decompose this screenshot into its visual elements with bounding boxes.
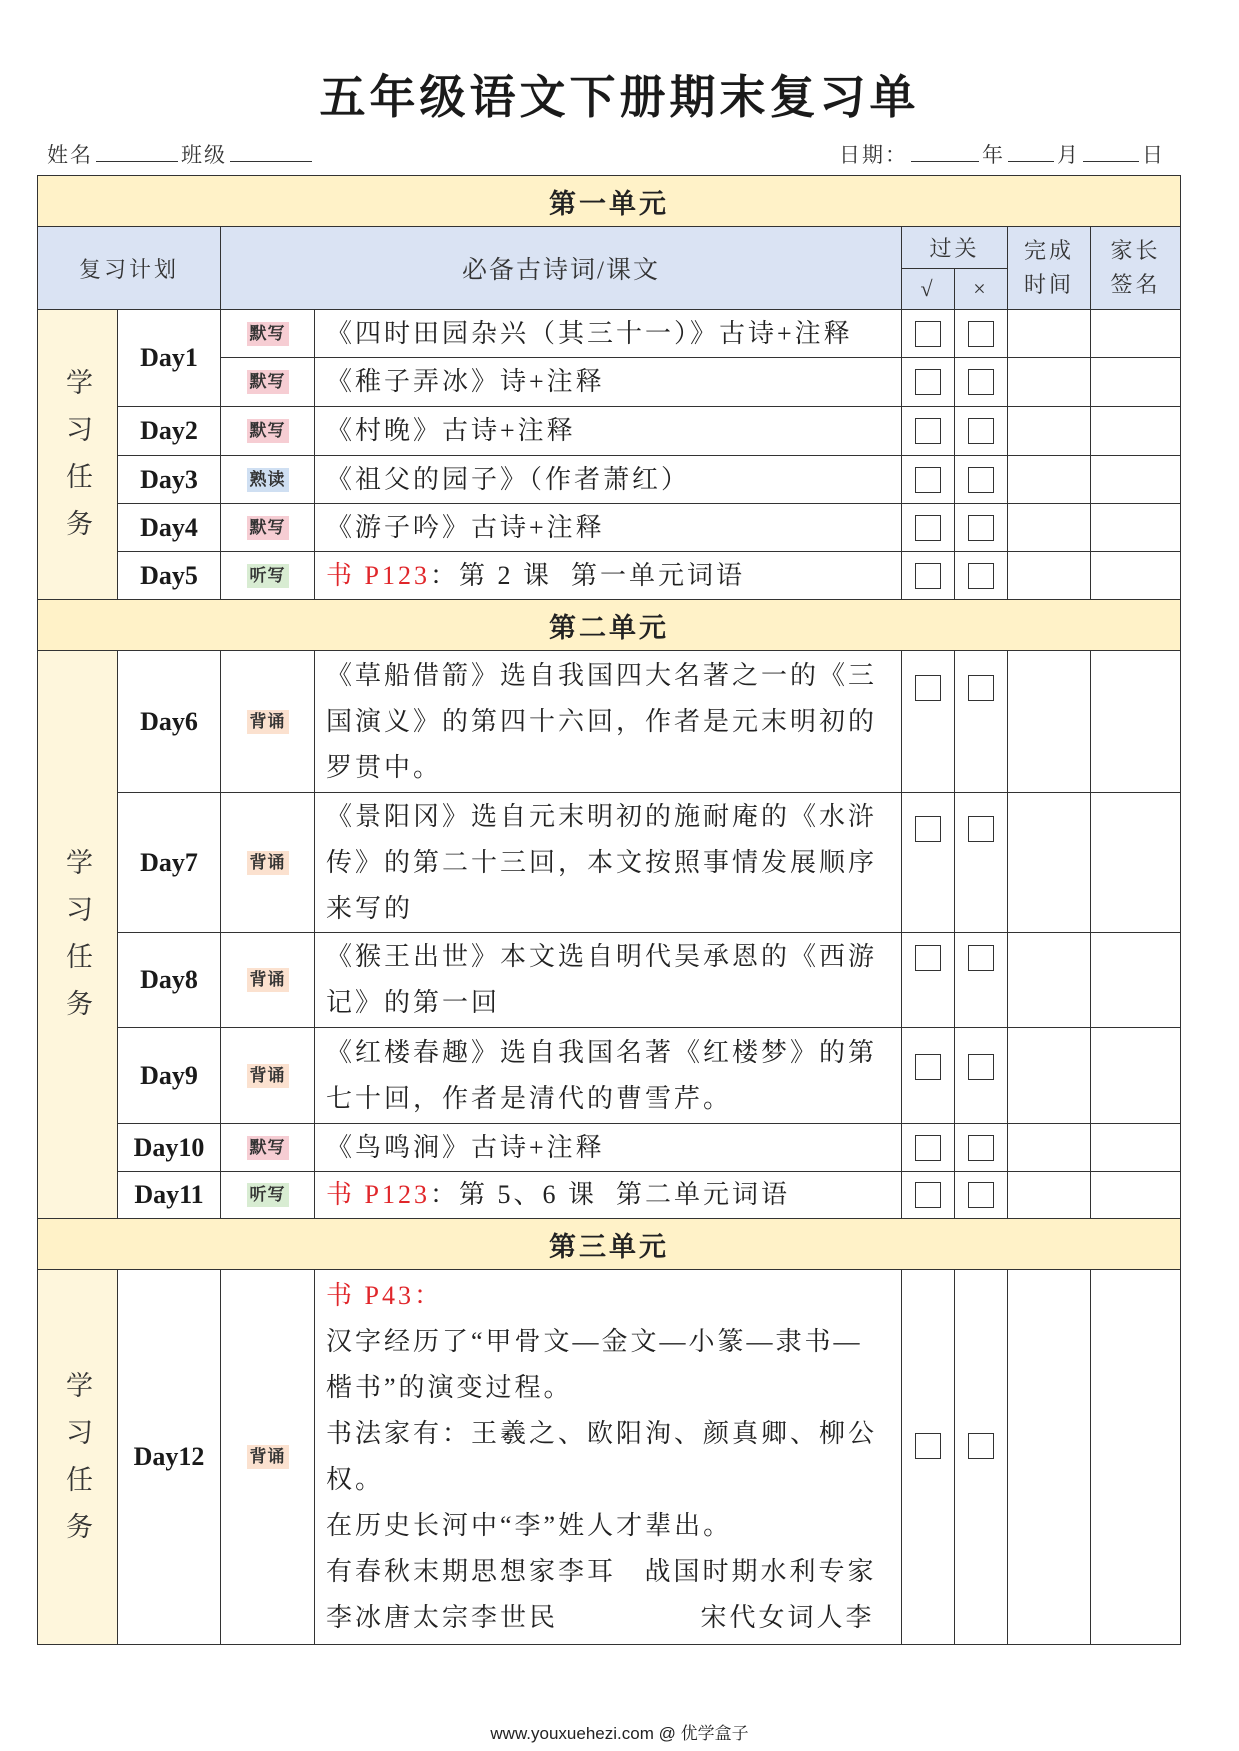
content-text: 楷书”的演变过程。 [326,1373,573,1402]
completion-time-cell [1008,358,1091,407]
pass-check-cell [902,456,955,504]
content-line [326,1030,901,1076]
table-row [38,504,1181,552]
parent-signature-cell [1091,1028,1181,1124]
day-label: Day3 [118,456,221,504]
content-cell [315,1028,902,1124]
pass-check-cell [902,1172,955,1219]
fail-check-cell [955,1172,1008,1219]
content-text: 在历史长河中“李”姓人才辈出。 [326,1511,733,1540]
fail-check-cell [955,793,1008,933]
content-text: 有春秋末期思想家李耳 战国时期水利专家 [326,1557,877,1586]
table-row [38,1028,1181,1124]
completion-time-cell [1008,456,1091,504]
task-column [38,651,118,1219]
unit-header-row [38,600,1181,651]
fail-checkbox[interactable] [968,816,994,842]
content-text: 书法家有：王羲之、欧阳洵、颜真卿、柳公 [326,1419,878,1448]
fail-checkbox[interactable] [968,418,994,444]
content-line [326,840,901,886]
pass-checkbox[interactable] [915,369,941,395]
day-label: Day2 [118,407,221,456]
fail-checkbox[interactable] [968,1433,994,1459]
content-text: 李冰唐太宗李世民 宋代女词人李 [326,1603,875,1632]
pass-checkbox[interactable] [915,1182,941,1208]
tag-cell [221,1270,315,1645]
pass-checkbox[interactable] [915,515,941,541]
content-text: 《游子吟》古诗+注释 [326,512,605,542]
table-row [38,933,1181,1028]
completion-time-cell [1008,1270,1091,1645]
required-content-header: 必备古诗词/课文 [221,227,902,310]
content-line [326,408,901,454]
pass-checkbox[interactable] [915,675,941,701]
pass-check-cell [902,310,955,358]
content-cell [315,651,902,793]
day-label: Day4 [118,504,221,552]
fail-check-cell [955,407,1008,456]
completion-time-cell [1008,793,1091,933]
day-label: Day8 [118,933,221,1028]
content-line [326,359,901,405]
content-text: 来写的 [326,893,414,923]
content-text: 汉字经历了“甲骨文—金文—小篆—隶书— [326,1327,863,1356]
task-column [38,310,118,600]
task-type-badge: 默写 [247,322,289,346]
tag-cell [221,1124,315,1172]
pass-header: 过关 [902,227,1008,269]
task-type-badge: 背诵 [247,710,289,734]
content-line [326,653,901,699]
task-label: 学习任务 [62,848,92,1036]
tag-cell [221,310,315,358]
table-row [38,1124,1181,1172]
content-line [326,1076,901,1122]
content-text: 国演义》的第四十六回，作者是元末明初的 [326,706,878,736]
date-info [839,139,1165,170]
table-row [38,310,1181,358]
content-line [326,886,901,932]
fail-checkbox[interactable] [968,945,994,971]
fail-check-cell [955,310,1008,358]
completion-time-cell [1008,1124,1091,1172]
content-text: 记》的第一回 [326,988,501,1017]
day-label: Day10 [118,1124,221,1172]
fail-check-cell [955,1028,1008,1124]
date-label: 日期： [839,143,908,167]
task-type-badge: 默写 [247,370,289,394]
parent-signature-header-line: 家长 [1110,238,1161,263]
pass-check-cell [902,651,955,793]
day-label: Day1 [118,310,221,407]
content-text: 《村晚》古诗+注释 [326,416,576,445]
task-label: 学习任务 [62,368,92,556]
page-reference: 书 P123 [326,560,430,590]
day-label: Day5 [118,552,221,600]
fail-check-cell [955,1124,1008,1172]
pass-check-cell [902,407,955,456]
content-line [326,1319,901,1365]
day-label: Day6 [118,651,221,793]
unit-header: 第二单元 [38,600,1181,651]
fail-checkbox[interactable] [968,515,994,541]
table-row [38,552,1181,600]
fail-check-cell [955,504,1008,552]
fail-checkbox[interactable] [968,1135,994,1161]
page-reference: 书 P43： [326,1281,443,1310]
content-text: 七十回，作者是清代的曹雪芹。 [326,1083,733,1113]
parent-signature-cell [1091,358,1181,407]
pass-check-cell [902,1124,955,1172]
class-blank[interactable] [230,139,312,162]
completion-time-cell [1008,407,1091,456]
completion-time-cell [1008,552,1091,600]
year-label: 年 [982,143,1005,167]
fail-checkbox[interactable] [968,369,994,395]
page-title: 五年级语文下册期末复习单 [319,72,920,123]
parent-signature-cell [1091,1124,1181,1172]
fail-checkbox[interactable] [968,467,994,493]
content-text: 《景阳冈》选自元末明初的施耐庵的《水浒 [326,801,878,831]
task-type-badge: 背诵 [247,851,289,875]
table-row [38,456,1181,504]
unit-header: 第三单元 [38,1219,1181,1270]
fail-check-cell [955,651,1008,793]
fail-checkbox[interactable] [968,675,994,701]
fail-checkbox[interactable] [968,563,994,589]
completion-time-cell [1008,310,1091,358]
completion-time-cell [1008,1172,1091,1219]
pass-checkbox[interactable] [915,1135,941,1161]
completion-time-header-line: 完成 [1023,238,1074,263]
content-cell [315,310,902,358]
task-type-badge: 背诵 [247,968,289,992]
content-line [326,1503,901,1549]
content-line [326,745,901,791]
tag-cell [221,793,315,933]
day-label: Day11 [118,1172,221,1219]
pass-check-cell [902,358,955,407]
unit-header-row [38,176,1181,227]
pass-checkbox[interactable] [915,1433,941,1459]
content-text: 《猴王出世》本文选自明代吴承恩的《西游 [326,942,878,971]
task-type-badge: 默写 [247,419,289,443]
day-blank[interactable] [1083,139,1139,162]
task-label: 学习任务 [62,1370,92,1559]
task-type-badge: 背诵 [247,1064,289,1088]
student-info [47,139,315,170]
content-line [326,1125,901,1171]
pass-checkbox[interactable] [915,816,941,842]
column-header-row [38,227,1181,269]
cross-mark-header: × [955,269,1008,310]
tag-cell [221,651,315,793]
task-type-badge: 默写 [247,1136,289,1160]
content-text: 《稚子弄冰》诗+注释 [326,367,605,396]
content-line [326,457,901,503]
task-column [38,1270,118,1645]
tag-cell [221,504,315,552]
day-label: 日 [1142,143,1165,167]
fail-checkbox[interactable] [968,1054,994,1080]
completion-time-header-line: 时间 [1023,272,1074,297]
pass-checkbox[interactable] [915,467,941,493]
content-cell [315,358,902,407]
content-line [326,1273,901,1319]
content-cell [315,1270,902,1645]
parent-signature-cell [1091,793,1181,933]
fail-check-cell [955,358,1008,407]
content-text: ：第 2 课 第一单元词语 [429,560,745,590]
completion-time-cell [1008,651,1091,793]
content-text: 《四时田园杂兴（其三十一）》古诗+注释 [326,318,853,348]
content-line [326,553,901,599]
content-text: 罗贯中。 [326,752,443,782]
content-text: 传》的第二十三回，本文按照事情发展顺序 [326,847,878,877]
fail-check-cell [955,1270,1008,1645]
task-type-badge: 默写 [247,516,289,540]
tag-cell [221,1172,315,1219]
tag-cell [221,552,315,600]
unit-header-row [38,1219,1181,1270]
tag-cell [221,358,315,407]
parent-signature-header [1091,227,1181,310]
table-row [38,407,1181,456]
pass-checkbox[interactable] [915,418,941,444]
content-text: 权。 [326,1465,385,1494]
content-cell [315,1172,902,1219]
content-text: 《鸟鸣涧》古诗+注释 [326,1132,605,1162]
pass-check-cell [902,933,955,1028]
task-type-badge: 背诵 [247,1445,289,1469]
content-cell [315,1124,902,1172]
month-blank[interactable] [1008,139,1054,162]
completion-time-cell [1008,1028,1091,1124]
content-line [326,699,901,745]
parent-signature-cell [1091,1172,1181,1219]
year-blank[interactable] [911,139,979,162]
pass-checkbox[interactable] [915,1054,941,1080]
content-line [326,794,901,840]
parent-signature-cell [1091,456,1181,504]
parent-signature-cell [1091,310,1181,358]
content-text: 《祖父的园子》（作者萧红） [326,464,691,494]
table-row [38,651,1181,793]
parent-signature-cell [1091,651,1181,793]
fail-checkbox[interactable] [968,321,994,347]
check-mark-header: √ [902,269,955,310]
content-cell [315,407,902,456]
content-text: 《草船借箭》选自我国四大名著之一的《三 [326,660,878,690]
content-line [326,1595,901,1641]
day-label: Day7 [118,793,221,933]
parent-signature-header-line: 签名 [1110,272,1161,297]
completion-time-cell [1008,504,1091,552]
fail-checkbox[interactable] [968,1182,994,1208]
name-blank[interactable] [96,139,178,162]
content-line [326,505,901,551]
tag-cell [221,933,315,1028]
table-row [38,1270,1181,1645]
table-row [38,1172,1181,1219]
content-line [326,1549,901,1595]
day-label: Day12 [118,1270,221,1645]
pass-check-cell [902,552,955,600]
review-plan-header: 复习计划 [38,227,221,310]
fail-check-cell [955,456,1008,504]
content-line [326,1172,901,1218]
completion-time-header [1008,227,1091,310]
parent-signature-cell [1091,552,1181,600]
content-line [326,1457,901,1503]
footer-watermark: www.youxuehezi.com @ 优学盒子 [490,1724,749,1743]
table-row [38,793,1181,933]
pass-check-cell [902,1028,955,1124]
tag-cell [221,456,315,504]
pass-checkbox[interactable] [915,945,941,971]
name-label: 姓名 [47,143,93,167]
tag-cell [221,1028,315,1124]
content-text: 《红楼春趣》选自我国名著《红楼梦》的第 [326,1037,878,1067]
content-line [326,1411,901,1457]
task-type-badge: 听写 [247,1183,289,1207]
parent-signature-cell [1091,933,1181,1028]
unit-header: 第一单元 [38,176,1181,227]
content-cell [315,504,902,552]
fail-check-cell [955,552,1008,600]
content-cell [315,793,902,933]
review-table [37,175,1181,1645]
task-type-badge: 熟读 [247,468,289,492]
pass-check-cell [902,504,955,552]
fail-check-cell [955,933,1008,1028]
content-text: ：第 5、6 课 第二单元词语 [429,1180,790,1209]
content-cell [315,933,902,1028]
pass-checkbox[interactable] [915,321,941,347]
day-label: Day9 [118,1028,221,1124]
pass-check-cell [902,793,955,933]
parent-signature-cell [1091,407,1181,456]
tag-cell [221,407,315,456]
pass-checkbox[interactable] [915,563,941,589]
pass-check-cell [902,1270,955,1645]
content-cell [315,456,902,504]
content-line [326,311,901,357]
parent-signature-cell [1091,504,1181,552]
content-line [326,980,901,1026]
content-line [326,934,901,980]
completion-time-cell [1008,933,1091,1028]
content-cell [315,552,902,600]
page-reference: 书 P123 [326,1180,430,1209]
content-line [326,1365,901,1411]
parent-signature-cell [1091,1270,1181,1645]
month-label: 月 [1057,143,1080,167]
class-label: 班级 [181,143,227,167]
task-type-badge: 听写 [247,564,289,588]
